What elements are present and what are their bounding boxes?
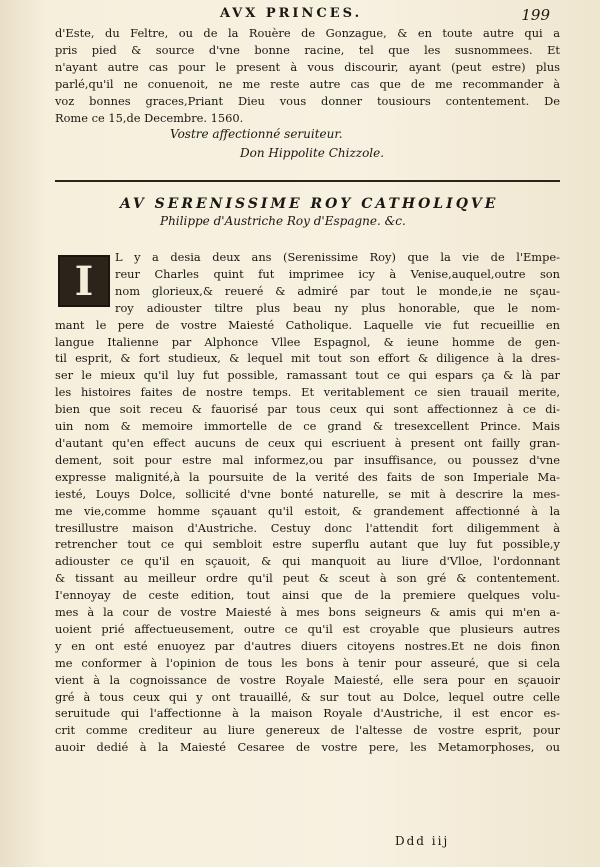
text-line: bien que soit receu & fauorisé par tous ceux qui sont affectionnez à ce di-: [55, 402, 560, 417]
text-line: & tissant au meilleur ordre qu'il peut & sceut à son gré & contentement.: [55, 571, 560, 586]
text-line: expresse malignité,à la poursuite de la verité des faits de son Imperiale Ma-: [55, 469, 560, 484]
text-line: adiouster ce qu'il en sçauoit, & qui manquoit au liure d'Vlloe, l'ordonnant: [55, 554, 560, 569]
text-line: iesté, Louys Dolce, sollicité d'vne bonté naturelle, se mit à descrire la mes-: [55, 486, 560, 501]
section-heading: AV SERENISSIME ROY CATHOLIQVE: [120, 196, 499, 212]
text-line: roy adiouster tiltre plus beau ny plus honorable, que le nom-: [115, 300, 560, 315]
text-line: voz bonnes graces,Priant Dieu vous donner tousiours contentement. De: [55, 93, 560, 108]
body-text: [55, 249, 560, 756]
section-divider: [55, 180, 560, 182]
text-line: vient à la cognoissance de vostre Royale Maiesté, elle sera pour en sçauoir: [55, 672, 560, 687]
letter-closing: Vostre affectionné seruiteur.: [170, 127, 343, 141]
text-line: seruitude qui l'affectionne à la maison Royale d'Austriche, il est encor es-: [55, 706, 560, 721]
text-line: dement, soit pour estre mal informez,ou par insuffisance, ou poussez d'vne: [55, 452, 560, 467]
text-line: reur Charles quint fut imprimee icy à Venise,auquel,outre son: [115, 266, 560, 281]
text-line: pris pied & source d'vne bonne racine, tel que les susnommees. Et: [55, 42, 560, 57]
text-line: n'ayant autre cas pour le present à vous discourir, ayant (peut estre) plus: [55, 59, 560, 74]
text-line: y en ont esté enuoyez par d'autres diuers citoyens nostres.Et ne dois finon: [55, 638, 560, 653]
running-head: AVX PRINCES.: [220, 6, 363, 21]
text-line: retrencher tout ce qui sembloit estre superflu autant que luy fut possible,y: [55, 537, 560, 552]
text-line: les histoires faites de nostre temps. Et veritablement ce sien trauail merite,: [55, 385, 560, 400]
text-line: me conformer à l'opinion de tous les bons à tenir pour asseuré, que si cela: [55, 655, 560, 670]
letter-signature: Don Hippolite Chizzole.: [240, 146, 385, 160]
text-line: til esprit, & fort studieux, & lequel mit tout son effort & diligence à la dres-: [55, 351, 560, 366]
text-line: d'Este, du Feltre, ou de la Rouère de Gonzague, & en toute autre qui a: [55, 26, 560, 40]
text-line: gré à tous ceux qui y ont trauaillé, & sur tout au Dolce, lequel outre celle: [55, 689, 560, 704]
text-line: langue Italienne par Alphonce Vllee Espagnol, & ieune homme de gen-: [55, 334, 560, 349]
text-line: uoient prié affectueusement, outre ce qu'il est croyable que plusieurs autres: [55, 621, 560, 636]
text-line: Rome ce 15,de Decembre. 1560.: [55, 110, 244, 125]
page-number: 199: [521, 6, 550, 24]
text-line: L y a desia deux ans (Serenissime Roy) que la vie de l'Empe-: [115, 250, 560, 264]
text-line: uin nom & memoire immortelle de ce grand & tresexcellent Prince. Mais: [55, 419, 560, 434]
text-line: tresillustre maison d'Austriche. Cestuy donc l'attendit fort diligemment à: [55, 520, 560, 535]
letter-closing-text: [55, 25, 560, 126]
text-line: auoir dedié à la Maiesté Cesaree de vostre pere, les Metamorphoses, ou: [55, 740, 560, 755]
text-line: nom glorieux,& reueré & admiré par tout le monde,ie ne sçau-: [115, 283, 560, 298]
text-line: parlé,qu'il ne conuenoit, ne me reste autre cas que de me recommander à: [55, 76, 560, 91]
text-line: mes à la cour de vostre Maiesté à mes bons seigneurs & amis qui m'en a-: [55, 605, 560, 620]
text-line: ser le mieux qu'il luy fut possible, ramassant tout ce qui espars ça & là par: [55, 368, 560, 383]
text-line: mant le pere de vostre Maiesté Catholique. Laquelle vie fut recueillie en: [55, 317, 560, 332]
text-line: crit comme crediteur au liure genereux de l'altesse de vostre esprit, pour: [55, 723, 560, 738]
text-line: me vie,comme homme sçauant qu'il estoit, & grandement affectionné à la: [55, 503, 560, 518]
text-line: I'ennoyay de ceste edition, tout ainsi que de la premiere quelques volu-: [55, 588, 560, 603]
decorated-initial: I: [58, 255, 110, 307]
signature-mark: Ddd iij: [395, 834, 450, 848]
text-line: d'autant qu'en effect aucuns de ceux qui escriuent à present ont failly gran-: [55, 435, 560, 450]
section-subheading: Philippe d'Austriche Roy d'Espagne. &c.: [160, 214, 406, 228]
